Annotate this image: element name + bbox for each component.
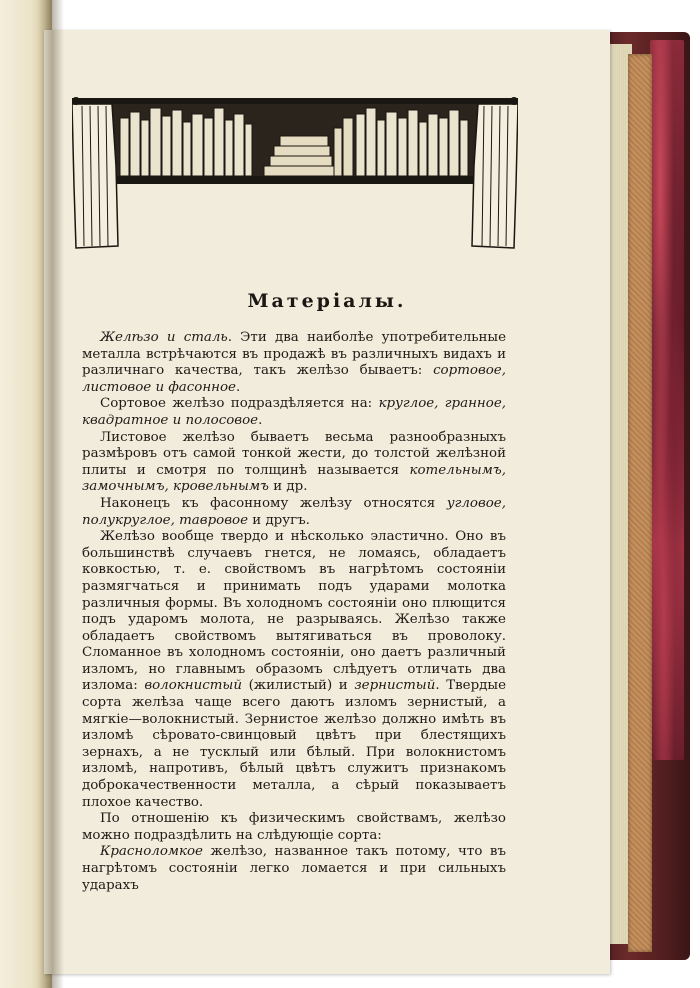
text-run: (жилистый) и [241, 678, 355, 694]
body-text [82, 330, 506, 894]
text-run: желѣзо, названное такъ потому, что въ нагрѣтомъ состоянiи легко ломается и при сильныхъ ударахъ [82, 844, 506, 893]
gutter-shadow [38, 0, 64, 988]
paragraph [82, 811, 506, 844]
paragraph [82, 529, 506, 811]
page-title: Матерiалы. [247, 290, 407, 312]
text-run: Сортовое желѣзо подраздѣляется на: [100, 396, 379, 412]
italic-term: котельнымъ, замочнымъ, кровельнымъ [82, 462, 506, 495]
paragraph [82, 330, 506, 396]
paragraph [82, 496, 506, 529]
paragraph [82, 396, 506, 429]
text-run: и другъ. [248, 512, 310, 528]
italic-term: сортовое, листовое и фасонное [82, 363, 506, 395]
italic-term: Красноломкое [100, 844, 203, 860]
text-run: По отношенiю къ физическимъ свойствамъ, желѣзо можно подраздѣлить на слѣдующiе сорта: [82, 811, 506, 843]
italic-term: угловое, полукруглое, тавровое [82, 495, 506, 528]
text-run: Наконецъ къ фасонному желѣзу относятся [100, 495, 447, 511]
marbled-board [650, 40, 684, 760]
paragraph [82, 430, 506, 496]
italic-term: волокнистый [144, 678, 242, 694]
text-run: Листовое желѣзо бываетъ весьма разнообразныхъ размѣровъ отъ самой тонкой жести, до толстой желѣзной плиты и смотря по толщинѣ называется [82, 429, 506, 478]
paragraph [82, 844, 506, 894]
text-run: . [235, 379, 241, 395]
italic-term: зернистый [354, 678, 436, 694]
text-run: . Эти два наиболѣе употребительные металла встрѣчаются въ продажѣ въ различныхъ видахъ и различнаго качества, такъ желѣзо бываетъ: [82, 330, 507, 379]
italic-term: Желѣзо и сталь [100, 330, 228, 345]
text-run: . Твердые сорта желѣза чаще всего даютъ изломъ зернистый, а мягкiе—волокнистый. Зернистое желѣзо должно имѣть въ изломѣ сѣровато-свинцовый цвѣтъ при блестящихъ зернахъ, а не тусклый или бѣлый. При волокнистомъ изломѣ, напротивъ, бѣлый цвѣтъ служитъ признакомъ доброкачественности металла, а сѣрый показываетъ плохое качество. [82, 678, 506, 810]
text-run: Желѣзо вообще твердо и нѣсколько эластично. Оно въ большинствѣ случаевъ гнется, не ломаясь, обладаетъ ковкостью, т. е. свойствомъ въ нагрѣтомъ состоянiи размягчаться и принимать подъ ударами молотка различныя формы. Въ холодномъ состоянiи оно плющится подъ ударомъ молота, не разрываясь. Желѣзо также обладаетъ свойствомъ вытягиваться въ проволоку. Сломанное въ холодномъ состоянiи, оно даетъ различный изломъ, но главнымъ образомъ слѣдуетъ отличать два излома: [82, 529, 506, 694]
italic-term: круглое, гранное, квадратное и полосовое [82, 396, 506, 428]
text-run: и др. [268, 479, 308, 495]
cloth-spine [628, 54, 652, 952]
text-run: . [258, 412, 263, 428]
bookshelf-illustration [72, 96, 518, 258]
